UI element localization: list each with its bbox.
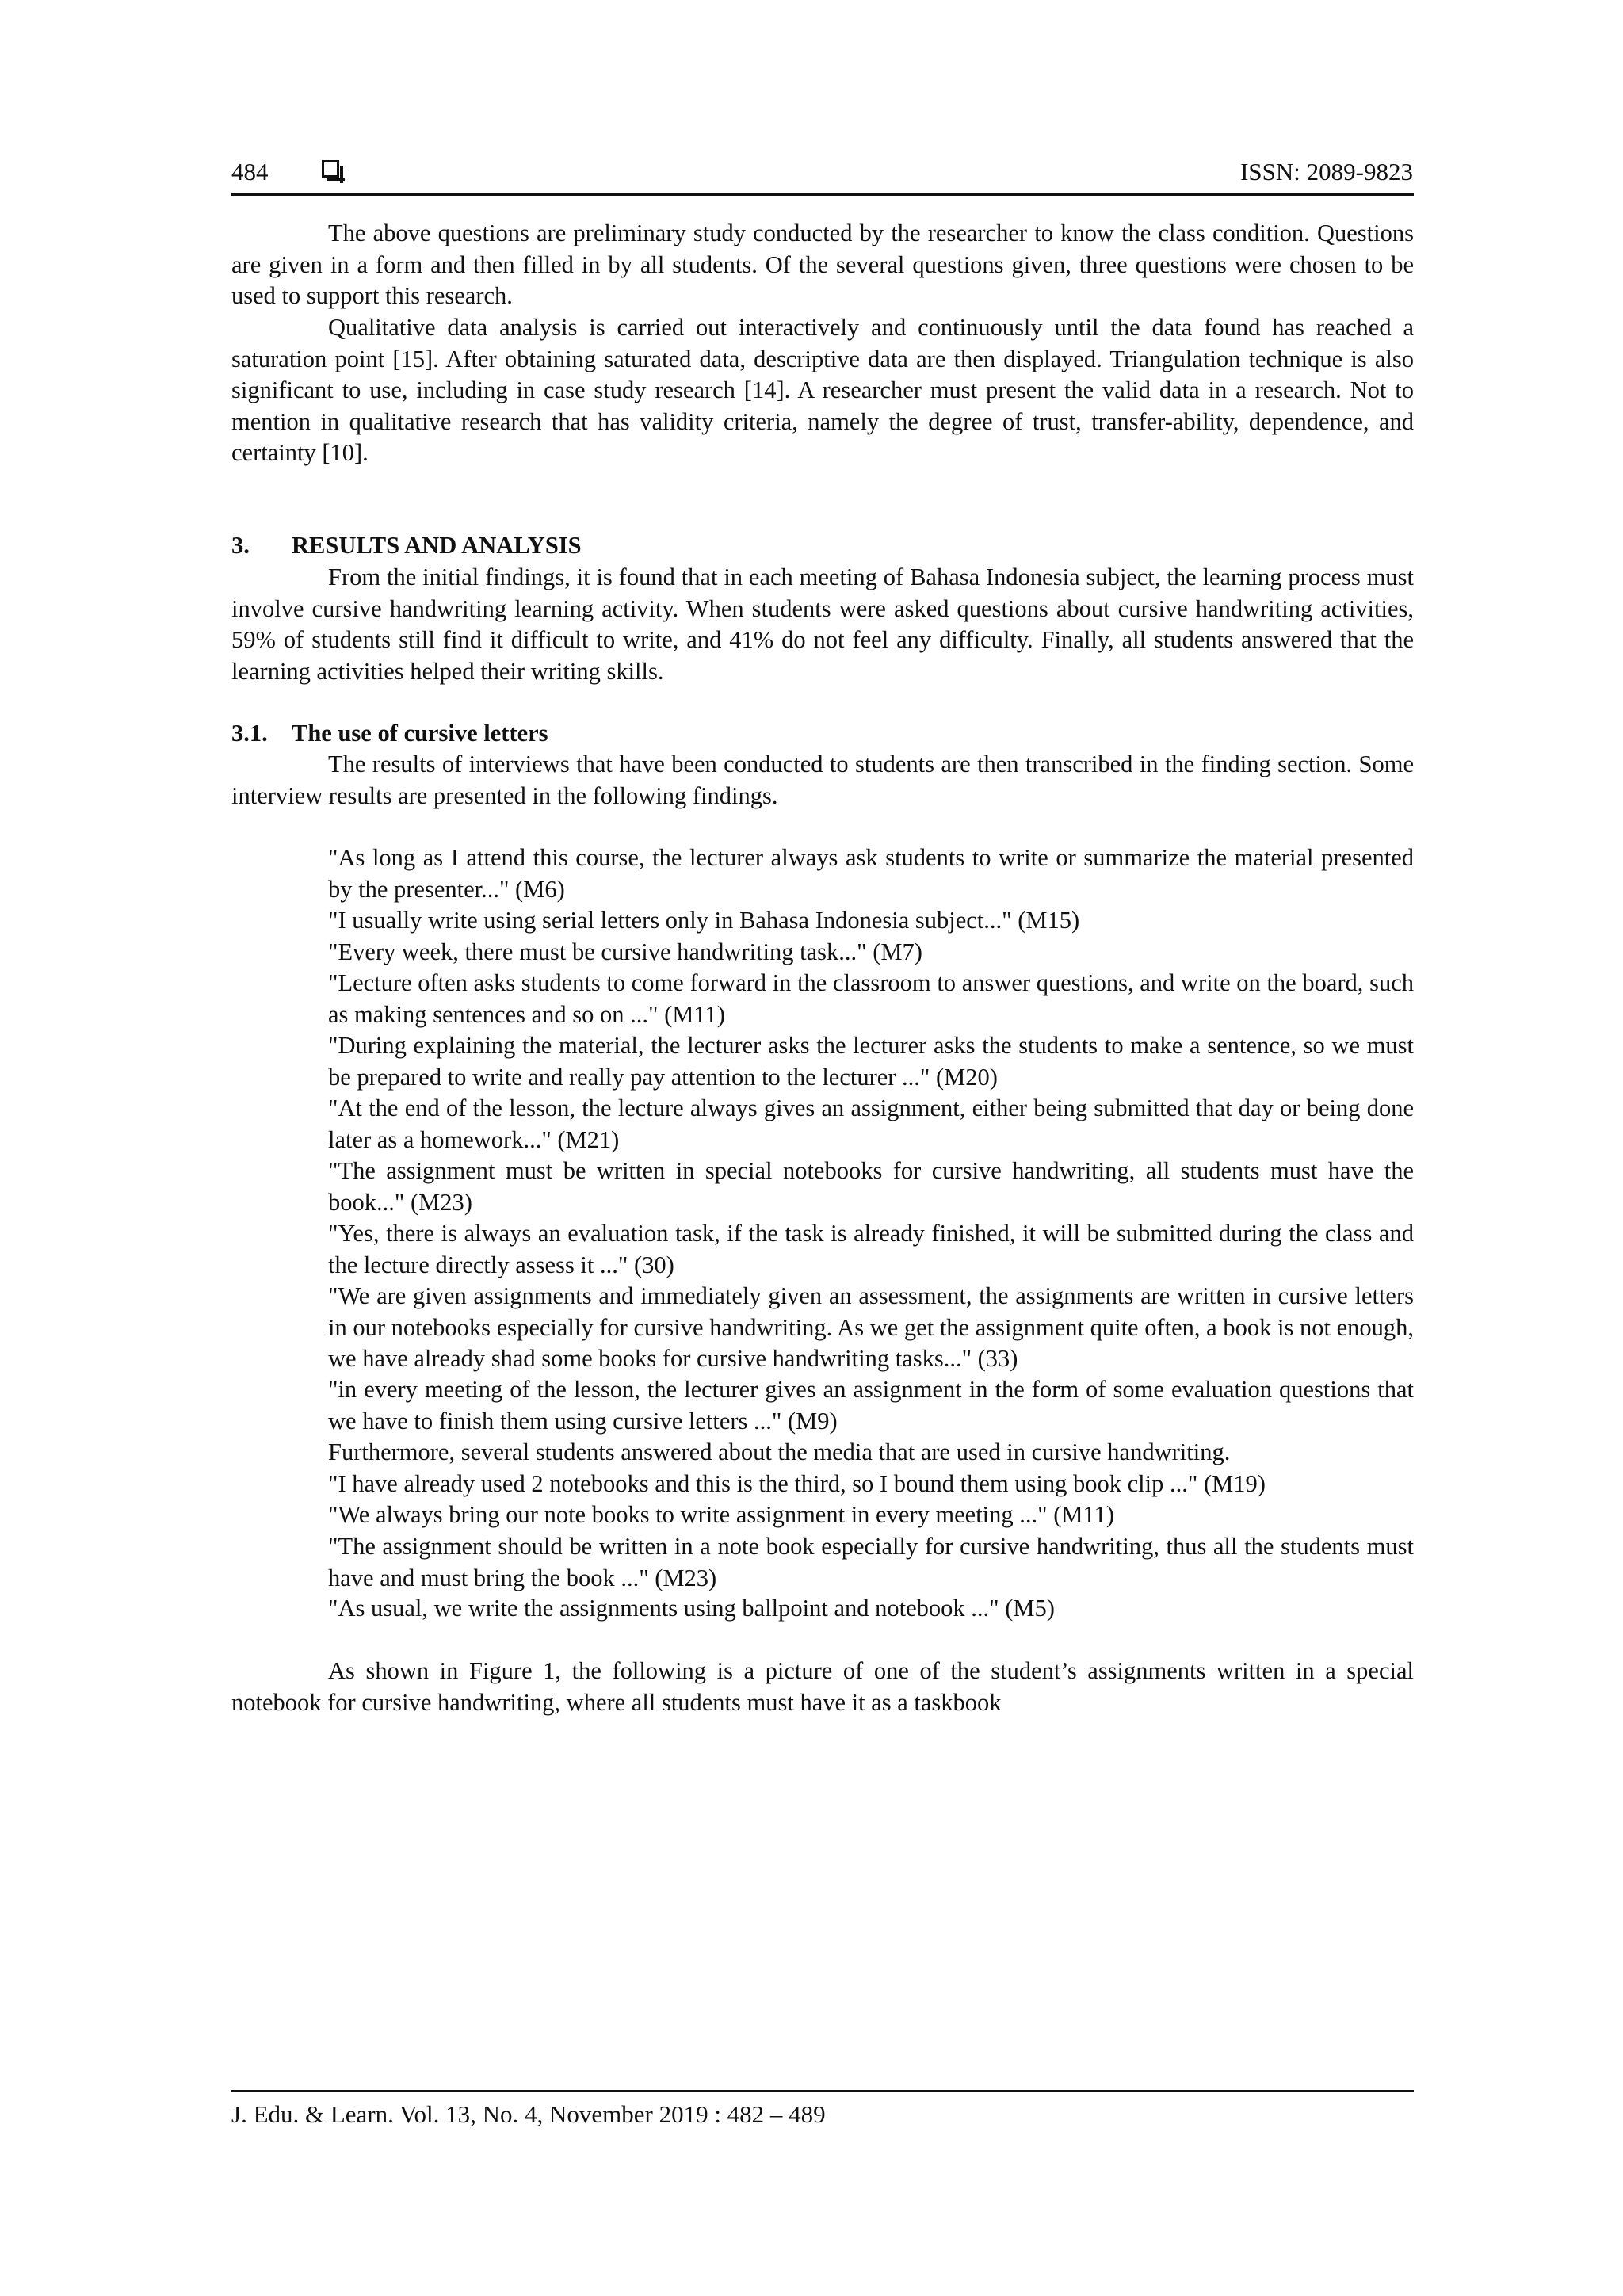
interview-quote: "We are given assignments and immediately given an assessment, the assignments are written in cursive letters in our notebooks especially for cursive handwriting. As we get the assignment quite often, a book is not enough, we have already shad some books for cursive handwriting tasks..." (33)	[328, 1282, 1414, 1372]
section-3-1-heading	[231, 718, 548, 750]
header-rule	[231, 193, 1414, 196]
intro-paragraph-2: Qualitative data analysis is carried out interactively and continuously until the data found has reached a saturation point [15]. After obtaining saturated data, descriptive data are then displayed. Triangulation technique is also significant to use, including in case study research [14]. A researcher must present the valid data in a research. Not to mention in qualitative research that has validity criteria, namely the degree of trust, transfer-ability, dependence, and certainty [10].	[231, 314, 1414, 466]
interview-quote: "During explaining the material, the lecturer asks the lecturer asks the students to make a sentence, so we must be prepared to write and really pay attention to the lecturer ..." (M20)	[328, 1032, 1414, 1091]
interview-quote: "The assignment should be written in a note book especially for cursive handwriting, thus all the students must have and must bring the book ..." (M23)	[328, 1533, 1414, 1591]
interview-quote: "As usual, we write the assignments using ballpoint and notebook ..." (M5)	[328, 1595, 1055, 1622]
section-3-heading	[231, 530, 582, 562]
interview-quote: "We always bring our note books to write assignment in every meeting ..." (M11)	[328, 1501, 1115, 1528]
closing-paragraph: As shown in Figure 1, the following is a picture of one of the student’s assignments written in a special notebook for cursive handwriting, where all students must have it as a taskbook	[231, 1657, 1414, 1716]
interview-quote: "Lecture often asks students to come forward in the classroom to answer questions, and write on the board, such as making sentences and so on ..." (M11)	[328, 969, 1414, 1028]
interview-quote: "Yes, there is always an evaluation task, if the task is already finished, it will be submitted during the class and the lecture directly assess it ..." (30)	[328, 1220, 1414, 1278]
section-3-1-paragraph: The results of interviews that have been conducted to students are then transcribed in the finding section. Some interview results are presented in the following findings.	[231, 751, 1414, 809]
interview-quote: "Every week, there must be cursive handwriting task..." (M7)	[328, 938, 922, 965]
issn-label: ISSN: 2089-9823	[1240, 158, 1413, 185]
interview-quote: "in every meeting of the lesson, the lecturer gives an assignment in the form of some evaluation questions that we have to finish them using cursive letters ..." (M9)	[328, 1376, 1414, 1435]
interview-quote: "At the end of the lesson, the lecture always gives an assignment, either being submitted that day or being done later as a homework..." (M21)	[328, 1095, 1414, 1153]
intro-paragraph-1: The above questions are preliminary study conducted by the researcher to know the class condition. Questions are given in a form and then filled in by all students. Of the several questions given, three questions were chosen to be used to support this research.	[231, 220, 1414, 309]
interview-quote: "I usually write using serial letters only in Bahasa Indonesia subject..." (M15)	[328, 907, 1080, 934]
page-number: 484	[231, 158, 269, 185]
footer-rule	[231, 2090, 1414, 2092]
section-3-1-number: 3.1.	[231, 720, 268, 747]
interview-quote: "The assignment must be written in special notebooks for cursive handwriting, all students must have the book..." (M23)	[328, 1157, 1414, 1216]
interview-quote: "As long as I attend this course, the lecturer always ask students to write or summarize the material presented by the presenter..." (M6)	[328, 844, 1414, 903]
journal-citation: J. Edu. & Learn. Vol. 13, No. 4, November 2019 : 482 – 489	[231, 2100, 826, 2128]
media-intro-line: Furthermore, several students answered about the media that are used in cursive handwriting.	[328, 1438, 1231, 1465]
section-3-title: RESULTS AND ANALYSIS	[292, 532, 582, 559]
square-bullet-icon	[322, 160, 339, 178]
interview-quote: "I have already used 2 notebooks and this is the third, so I bound them using book clip ..." (M19)	[328, 1470, 1266, 1497]
section-3-1-title: The use of cursive letters	[292, 720, 548, 747]
section-3-number: 3.	[231, 532, 250, 559]
section-3-paragraph: From the initial findings, it is found that in each meeting of Bahasa Indonesia subject, the learning process must involve cursive handwriting learning activity. When students were asked questions about cursive handwriting activities, 59% of students still find it difficult to write, and 41% do not feel any difficulty. Finally, all students answered that the learning activities helped their writing skills.	[231, 563, 1414, 685]
